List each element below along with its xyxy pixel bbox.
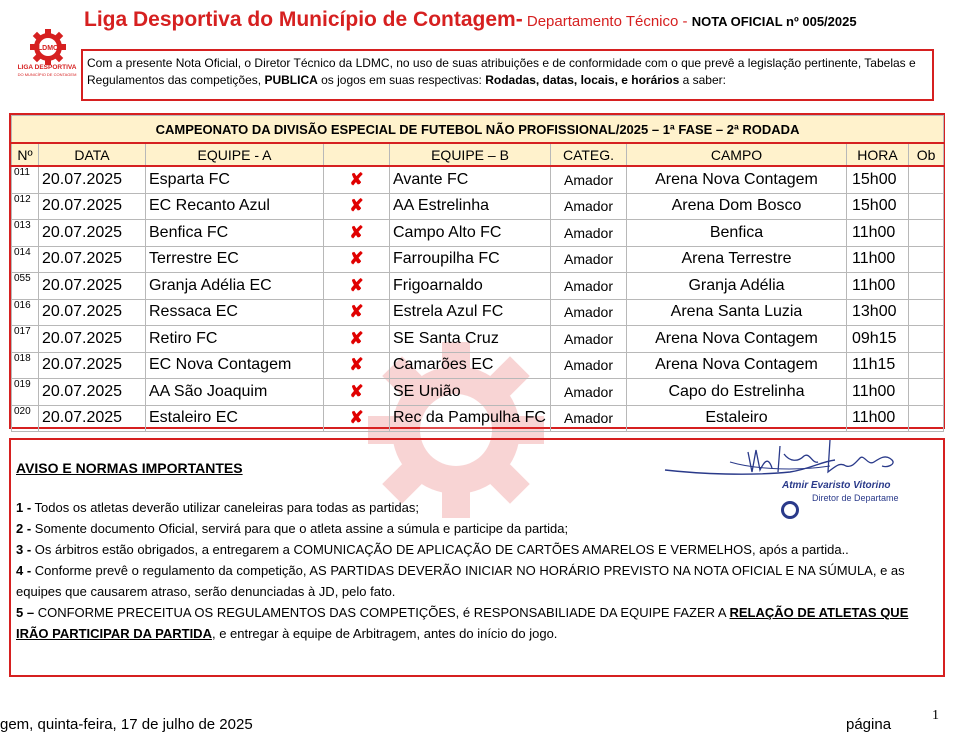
- table-row: [12, 299, 944, 326]
- team-b-cell: Camarões EC: [390, 352, 551, 379]
- logo-text: LIGA DESPORTIVA: [17, 64, 77, 71]
- match-number-cell: 019: [12, 379, 39, 406]
- col-header-vs: [324, 143, 390, 166]
- team-b-cell: SE União: [390, 379, 551, 406]
- intro-text-d: Rodadas, datas, locais, e horários: [485, 73, 680, 87]
- team-a-cell: Estaleiro EC: [146, 405, 324, 432]
- team-a-cell: Terrestre EC: [146, 246, 324, 273]
- match-number-cell: 020: [12, 405, 39, 432]
- field-cell: Benfica: [627, 220, 847, 247]
- team-a-cell: AA São Joaquim: [146, 379, 324, 406]
- team-a-cell: Esparta FC: [146, 166, 324, 193]
- table-title: CAMPEONATO DA DIVISÃO ESPECIAL DE FUTEBOL NÃO PROFISSIONAL/2025 – 1ª FASE – 2ª RODADA: [12, 116, 944, 144]
- category-cell: Amador: [551, 220, 627, 247]
- category-cell: Amador: [551, 326, 627, 353]
- signature-name: Atmir Evaristo Vitorino: [782, 480, 891, 491]
- versus-icon: ✘: [324, 352, 390, 379]
- category-cell: Amador: [551, 193, 627, 220]
- versus-icon: ✘: [324, 193, 390, 220]
- versus-icon: ✘: [324, 326, 390, 353]
- col-header-date: DATA: [39, 143, 146, 166]
- field-cell: Arena Terrestre: [627, 246, 847, 273]
- notice-item-4: [16, 560, 936, 602]
- team-a-cell: Granja Adélia EC: [146, 273, 324, 300]
- notice-item-4-num: 4 -: [16, 563, 32, 578]
- notice-item-3-text: Os árbitros estão obrigados, a entregarem a COMUNICAÇÃO DE APLICAÇÃO DE CARTÕES AMARELOS E VERMELHOS, após a partida..: [31, 542, 849, 557]
- table-row: [12, 220, 944, 247]
- notice-item-5-text-a: CONFORME PRECEITUA OS REGULAMENTOS DAS COMPETIÇÕES, é RESPONSABILIADE DA EQUIPE FAZER A: [34, 605, 730, 620]
- signature-scribble: [660, 432, 930, 522]
- notice-item-3: [16, 539, 936, 560]
- logo-subtext: DO MUNICÍPIO DE CONTAGEM: [17, 72, 77, 77]
- notice-title: AVISO E NORMAS IMPORTANTES: [16, 460, 243, 476]
- versus-icon: ✘: [324, 220, 390, 247]
- category-cell: Amador: [551, 405, 627, 432]
- match-number-cell: 017: [12, 326, 39, 353]
- fixtures-table-wrapper: [9, 113, 945, 429]
- notice-item-5-text-c: , e entregar à equipe de Arbitragem, antes do início do jogo.: [211, 626, 558, 641]
- match-number-cell: 011: [12, 166, 39, 193]
- date-cell: 20.07.2025: [39, 326, 146, 353]
- time-cell: 11h00: [847, 273, 909, 300]
- date-cell: 20.07.2025: [39, 246, 146, 273]
- table-row: [12, 326, 944, 353]
- intro-box: [81, 49, 934, 101]
- versus-icon: ✘: [324, 246, 390, 273]
- date-cell: 20.07.2025: [39, 299, 146, 326]
- notice-item-1-num: 1 -: [16, 500, 32, 515]
- match-number-cell: 055: [12, 273, 39, 300]
- league-name: Liga Desportiva do Município de Contagem-: [84, 8, 523, 31]
- time-cell: 09h15: [847, 326, 909, 353]
- time-cell: 15h00: [847, 166, 909, 193]
- team-b-cell: Estrela Azul FC: [390, 299, 551, 326]
- footer-page-label: página: [846, 716, 892, 733]
- notice-item-2-num: 2 -: [16, 521, 32, 536]
- table-header-row: [12, 143, 944, 166]
- match-number-cell: 013: [12, 220, 39, 247]
- team-b-cell: Campo Alto FC: [390, 220, 551, 247]
- table-row: [12, 379, 944, 406]
- notice-item-3-num: 3 -: [16, 542, 32, 557]
- match-number-cell: 018: [12, 352, 39, 379]
- notice-item-5-text-b: RELAÇÃO DE ATLETAS QUE IRÃO PARTICIPAR DA PARTIDA: [16, 605, 909, 641]
- versus-icon: ✘: [324, 273, 390, 300]
- time-cell: 11h00: [847, 220, 909, 247]
- official-note-number: NOTA OFICIAL nº 005/2025: [691, 14, 857, 29]
- date-cell: 20.07.2025: [39, 166, 146, 193]
- footer-page-number: 1: [932, 708, 939, 723]
- field-cell: Estaleiro: [627, 405, 847, 432]
- time-cell: 13h00: [847, 299, 909, 326]
- obs-cell: [909, 246, 944, 273]
- versus-icon: ✘: [324, 166, 390, 193]
- category-cell: Amador: [551, 273, 627, 300]
- notice-item-1-text: Todos os atletas deverão utilizar caneleiras para todas as partidas;: [31, 500, 419, 515]
- versus-icon: ✘: [324, 299, 390, 326]
- col-header-obs: Ob: [909, 143, 944, 166]
- date-cell: 20.07.2025: [39, 193, 146, 220]
- versus-icon: ✘: [324, 405, 390, 432]
- table-body: [12, 166, 944, 432]
- notice-item-5: [16, 602, 936, 644]
- obs-cell: [909, 352, 944, 379]
- footer-place-date: gem, quinta-feira, 17 de julho de 2025: [0, 716, 253, 733]
- field-cell: Arena Dom Bosco: [627, 193, 847, 220]
- obs-cell: [909, 405, 944, 432]
- team-b-cell: Farroupilha FC: [390, 246, 551, 273]
- team-b-cell: Avante FC: [390, 166, 551, 193]
- team-a-cell: EC Recanto Azul: [146, 193, 324, 220]
- date-cell: 20.07.2025: [39, 405, 146, 432]
- field-cell: Arena Santa Luzia: [627, 299, 847, 326]
- time-cell: 11h00: [847, 379, 909, 406]
- date-cell: 20.07.2025: [39, 352, 146, 379]
- logo-abbr: LDMC: [37, 45, 59, 52]
- obs-cell: [909, 379, 944, 406]
- team-b-cell: Rec da Pampulha FC: [390, 405, 551, 432]
- department-name: Departamento Técnico -: [522, 13, 692, 30]
- date-cell: 20.07.2025: [39, 273, 146, 300]
- time-cell: 11h00: [847, 246, 909, 273]
- team-b-cell: Frigoarnaldo: [390, 273, 551, 300]
- team-b-cell: AA Estrelinha: [390, 193, 551, 220]
- col-header-category: CATEG.: [551, 143, 627, 166]
- intro-text-b: PUBLICA: [264, 73, 318, 87]
- col-header-num: Nº: [12, 143, 39, 166]
- document-title: [84, 8, 944, 32]
- obs-cell: [909, 166, 944, 193]
- fixtures-table: [11, 115, 944, 432]
- time-cell: 11h15: [847, 352, 909, 379]
- time-cell: 11h00: [847, 405, 909, 432]
- table-row: [12, 246, 944, 273]
- field-cell: Arena Nova Contagem: [627, 352, 847, 379]
- notice-item-5-num: 5 –: [16, 605, 35, 620]
- table-row: [12, 405, 944, 432]
- team-a-cell: Ressaca EC: [146, 299, 324, 326]
- col-header-time: HORA: [847, 143, 909, 166]
- col-header-team-a: EQUIPE - A: [146, 143, 324, 166]
- notice-item-2-text: Somente documento Oficial, servirá para que o atleta assine a súmula e participe da partida;: [31, 521, 569, 536]
- signature-role: Diretor de Departame: [812, 493, 899, 503]
- time-cell: 15h00: [847, 193, 909, 220]
- team-a-cell: Benfica FC: [146, 220, 324, 247]
- intro-text-c: os jogos em suas respectivas:: [317, 73, 486, 87]
- team-a-cell: EC Nova Contagem: [146, 352, 324, 379]
- category-cell: Amador: [551, 379, 627, 406]
- obs-cell: [909, 299, 944, 326]
- date-cell: 20.07.2025: [39, 220, 146, 247]
- notice-item-4-text: Conforme prevê o regulamento da competição, AS PARTIDAS DEVERÃO INICIAR NO HORÁRIO PREVISTO NA NOTA OFICIAL E NA SÚMULA, e as equipes que causarem atraso, serão denunciadas à JD, pelo fato.: [16, 563, 905, 599]
- category-cell: Amador: [551, 166, 627, 193]
- obs-cell: [909, 326, 944, 353]
- field-cell: Granja Adélia: [627, 273, 847, 300]
- table-row: [12, 352, 944, 379]
- field-cell: Arena Nova Contagem: [627, 326, 847, 353]
- obs-cell: [909, 193, 944, 220]
- team-b-cell: SE Santa Cruz: [390, 326, 551, 353]
- date-cell: 20.07.2025: [39, 379, 146, 406]
- category-cell: Amador: [551, 352, 627, 379]
- match-number-cell: 016: [12, 299, 39, 326]
- team-a-cell: Retiro FC: [146, 326, 324, 353]
- table-row: [12, 273, 944, 300]
- obs-cell: [909, 220, 944, 247]
- intro-text-e: a saber:: [679, 73, 726, 87]
- match-number-cell: 012: [12, 193, 39, 220]
- versus-icon: ✘: [324, 379, 390, 406]
- col-header-team-b: EQUIPE – B: [390, 143, 551, 166]
- col-header-field: CAMPO: [627, 143, 847, 166]
- table-row: [12, 166, 944, 193]
- intro-text-a: Com a presente Nota Oficial, o Diretor Técnico da LDMC, no uso de suas atribuições e de conformidade com o que prevê a legislação pertinente, Tabelas e Regulamentos das competições,: [87, 56, 916, 87]
- match-number-cell: 014: [12, 246, 39, 273]
- table-row: [12, 193, 944, 220]
- obs-cell: [909, 273, 944, 300]
- field-cell: Arena Nova Contagem: [627, 166, 847, 193]
- category-cell: Amador: [551, 299, 627, 326]
- field-cell: Capo do Estrelinha: [627, 379, 847, 406]
- category-cell: Amador: [551, 246, 627, 273]
